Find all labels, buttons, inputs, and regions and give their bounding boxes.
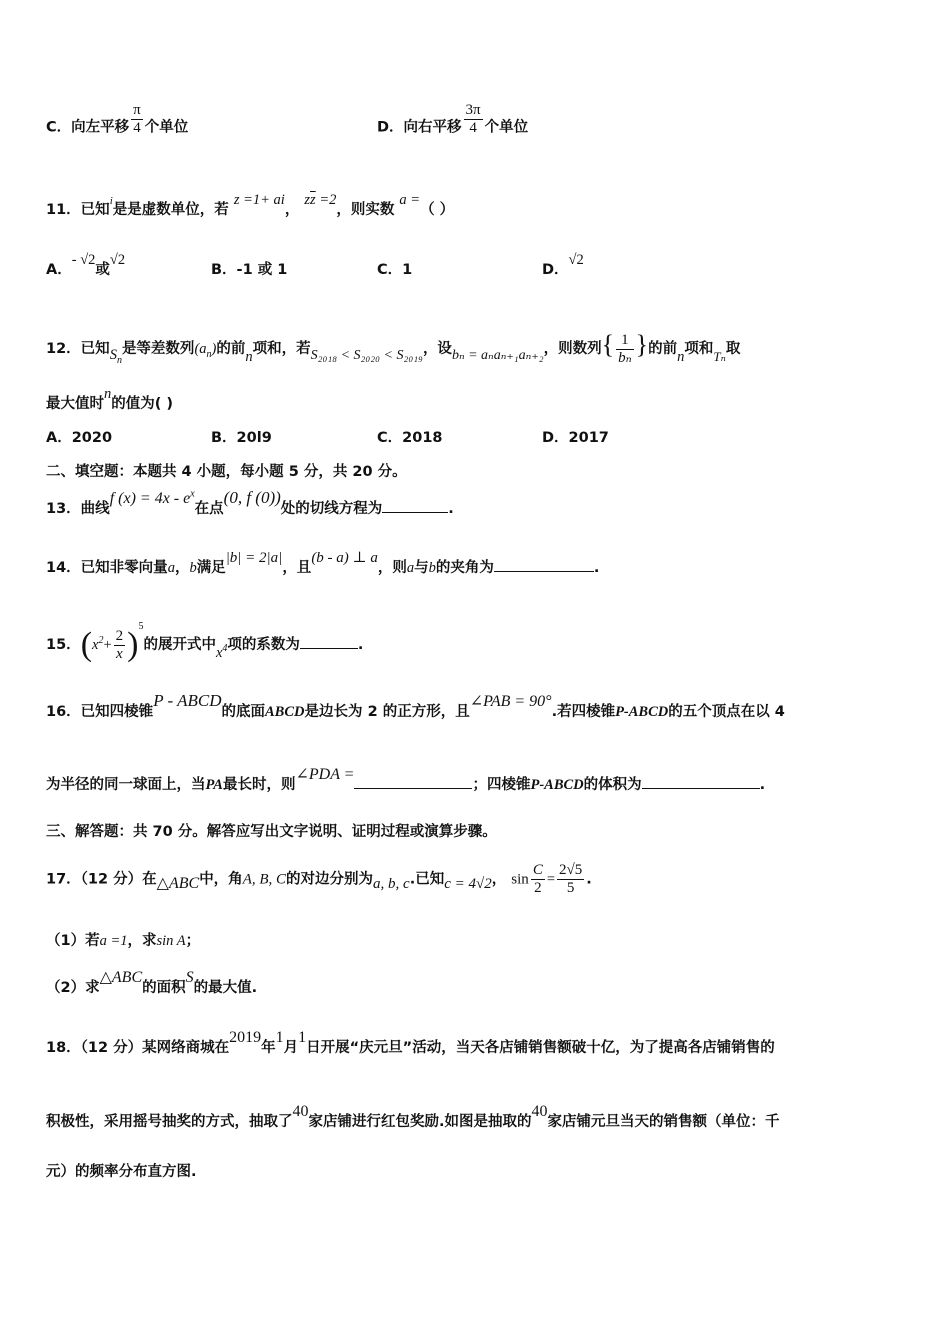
q12-Tn: Tₙ	[713, 349, 726, 364]
q14-stem: 14．已知非零向量a，b满足|b| = 2|a|，且(b - a) ⊥ a，则a与b的夹角为 .	[46, 550, 600, 576]
q11-optA: A．- √2或√2	[46, 252, 126, 278]
q12-line2: 最大值时n的值为( )	[46, 386, 174, 412]
q11-prefix: 11．已知	[46, 202, 110, 218]
q16-answer-blank-2[interactable]	[642, 776, 760, 789]
q12-optB: B．20l9	[211, 430, 272, 446]
q15-x2: $x^2$	[92, 635, 104, 653]
q13-stem: 13．曲线f $(x) = 4x - e^x$在点(0, f (0))处的切线方程为 .	[46, 488, 454, 517]
q11-i: i	[109, 195, 113, 207]
q11-text2: ，则实数	[336, 202, 395, 218]
q12-n: n	[245, 349, 253, 365]
q11-text1: 是是虚数单位，若	[112, 202, 229, 218]
q17-part1: （1）若a =1，求sin A；	[46, 933, 201, 949]
q10-optD-unit: 个单位	[484, 119, 529, 136]
q12-fraction: $\frac{1}{\text{bₙ}}$	[618, 331, 632, 366]
q16-line2: 为半径的同一球面上，当PA最长时，则∠PDA =；四棱锥P-ABCD的体积为 .	[46, 766, 766, 793]
q11-optC: C．1	[377, 262, 413, 278]
q10-optD	[377, 102, 529, 145]
section-3-heading: 三、解答题：共 70 分。解答应写出文字说明、证明过程或演算步骤。	[46, 824, 497, 840]
q13-func: f $(x) = 4x - e^x$	[109, 488, 195, 507]
q11-expr3: a =	[399, 192, 421, 208]
q18-stem: 18．（12 分）某网络商城在2019年1月1日开展“庆元旦”活动，当天各店铺销售额破十亿，为了提高各店铺销售的	[46, 1029, 775, 1056]
q12-an: $(a_n)$	[194, 341, 217, 360]
q12-ineq: S₂₀₁₈ < S₂₀₂₀ < S₂₀₁₉	[310, 348, 423, 363]
q17-fraction-1: $\frac{C}{2}$	[532, 862, 543, 896]
q11-optB: B．-1 或 1	[211, 262, 288, 278]
q14-cond2: (b - a) ⊥ a	[311, 550, 378, 566]
q10-optD-fraction: $\frac{3\pi}{4}$	[465, 102, 481, 136]
q12-bn-def: bₙ = aₙaₙ₊₁aₙ₊₂	[451, 348, 544, 363]
q17-c-value: c = 4√2	[444, 875, 492, 892]
q11-expr1: z =1+ ai	[233, 192, 285, 208]
q12-optD: D．2017	[542, 430, 609, 446]
q11-expr2: $z\overline{z} =2$	[304, 192, 337, 208]
q11-stem: 11．已知$^i$是是虚数单位，若 z =1+ ai， $z\overline{z} =2$，则实数 a =（ ）	[46, 192, 455, 218]
q15-x4: $x^4$	[215, 643, 228, 661]
q10-optC-unit: 个单位	[144, 119, 189, 136]
q16-angle: ∠PAB = 90°	[469, 693, 552, 710]
q14-answer-blank[interactable]	[494, 559, 594, 572]
section-2-heading: 二、填空题：本题共 4 小题，每小题 5 分，共 20 分。	[46, 464, 407, 480]
q16-angle2: ∠PDA =	[295, 766, 355, 783]
q18-line3: 元）的频率分布直方图.	[46, 1164, 197, 1180]
q16-pyramid: P - ABCD	[153, 691, 222, 710]
q16-stem: 16．已知四棱锥P - ABCD的底面ABCD是边长为 2 的正方形，且∠PAB = 90°.若四棱锥P-ABCD的五个顶点在以 4	[46, 691, 785, 720]
q10-optD-label: D．向右平移	[377, 119, 462, 136]
q13-answer-blank[interactable]	[382, 500, 448, 513]
q16-answer-blank-1[interactable]	[354, 776, 472, 789]
q11-paren: （ ）	[420, 202, 455, 218]
q12-stem: 12．已知$S_n$是等差数列$(a_n)$的前n项和，若S₂₀₁₈ < S₂₀₂₀ < S₂₀₁₉，设bₙ = aₙaₙ₊₁aₙ₊₂，则数列{ $\frac{1}{\text{bₙ}}$ }的前n项和Tₙ取	[46, 330, 741, 366]
q10-options	[46, 102, 189, 145]
q15-answer-blank[interactable]	[300, 636, 358, 649]
q12-Sn: $S_n$	[109, 347, 122, 366]
q17-stem: 17．（12 分）在△ABC中，角A, B, C的对边分别为a, b, c.已知c = 4√2， sin $\frac{C}{2}$ = $\frac{2√5}{5}$ .	[46, 862, 592, 896]
q15-exponent: 5	[138, 621, 144, 633]
q11-optD-v: √2	[568, 252, 584, 268]
q12-optA: A．2020	[46, 430, 113, 446]
q15-fraction: $\frac{2}{x}$	[115, 627, 124, 662]
q18-line2: 积极性，采用摇号抽奖的方式，抽取了40家店铺进行红包奖励.如图是抽取的40家店铺元旦当天的销售额（单位：千	[46, 1103, 780, 1130]
q11-optA-v1: - √2	[71, 252, 96, 268]
q12-optC: C．2018	[377, 430, 443, 446]
q10-optC-fraction: $\frac{\pi}{4}$	[133, 102, 141, 136]
q14-cond1: |b| = 2|a|	[225, 550, 283, 566]
q11-optD: D．√2	[542, 252, 584, 278]
q15-stem: 15．($x^2+$ $\frac{2}{x}$ )$^5$的展开式中$x^4$项的系数为 .	[46, 621, 364, 663]
q13-point: (0, f (0))	[223, 488, 281, 507]
q17-fraction-2: $\frac{2√5}{5}$	[559, 862, 583, 896]
q10-optC-label: C．向左平移	[46, 119, 130, 136]
q11-optA-v2: √2	[109, 252, 126, 268]
q17-part2: （2）求△ABC的面积S的最大值.	[46, 969, 258, 996]
